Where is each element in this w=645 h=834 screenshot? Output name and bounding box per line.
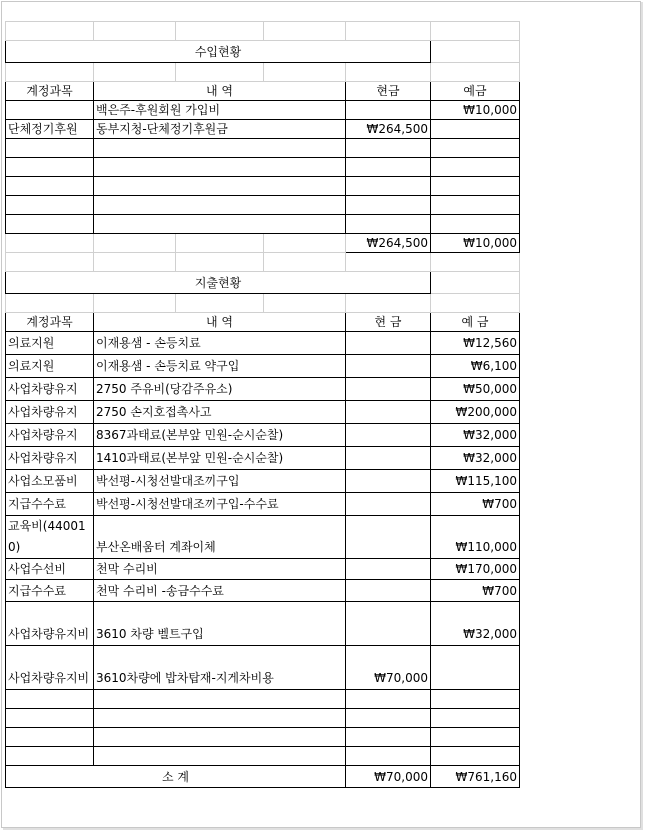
empty-cell	[346, 196, 431, 215]
empty-cell	[6, 728, 94, 747]
table-row	[6, 332, 520, 355]
empty-cell	[94, 139, 346, 158]
account-cell: 사업소모품비	[6, 470, 94, 493]
cash-cell	[346, 470, 431, 493]
spacer-row	[6, 63, 520, 82]
empty-cell	[6, 234, 94, 253]
empty-cell	[264, 294, 346, 313]
empty-cell	[431, 196, 520, 215]
deposit-cell: ₩10,000	[431, 101, 520, 120]
detail-cell: 1410과태료(본부앞 민원-순시순찰)	[94, 447, 346, 470]
empty-cell	[6, 747, 94, 766]
cash-cell	[346, 101, 431, 120]
table-row	[6, 101, 520, 120]
detail-cell: 이재용샘 - 손등치료	[94, 332, 346, 355]
empty-cell	[346, 294, 431, 313]
detail-cell: 2750 손지호접촉사고	[94, 401, 346, 424]
detail-cell: 박선평-시청선발대조끼구입	[94, 470, 346, 493]
empty-cell	[264, 22, 346, 41]
cash-cell: ₩70,000	[346, 646, 431, 690]
empty-cell	[6, 709, 94, 728]
empty-cell	[431, 690, 520, 709]
empty-cell	[94, 177, 346, 196]
table-row	[6, 447, 520, 470]
account-cell: 사업차량유지	[6, 447, 94, 470]
expense-title-row	[6, 272, 520, 294]
deposit-cell: ₩200,000	[431, 401, 520, 424]
empty-cell	[6, 690, 94, 709]
cash-cell	[346, 332, 431, 355]
expense-header-row	[6, 313, 520, 332]
blank-row	[6, 158, 520, 177]
ledger-table	[5, 21, 520, 788]
empty-cell	[94, 253, 176, 272]
blank-row	[6, 177, 520, 196]
table-row	[6, 493, 520, 516]
header-deposit: 예금	[431, 82, 520, 101]
detail-cell: 동부지청-단체정기후원금	[94, 120, 346, 139]
empty-cell	[431, 728, 520, 747]
empty-cell	[346, 215, 431, 234]
empty-cell	[431, 294, 520, 313]
detail-cell: 이재용샘 - 손등치료 약구입	[94, 355, 346, 378]
header-detail: 내 역	[94, 313, 346, 332]
empty-cell	[264, 253, 346, 272]
empty-cell	[431, 709, 520, 728]
empty-cell	[176, 294, 264, 313]
account-cell: 사업차량유지비	[6, 602, 94, 646]
expense-total-deposit: ₩761,160	[431, 766, 520, 788]
table-row	[6, 401, 520, 424]
empty-cell	[6, 158, 94, 177]
header-deposit: 예 금	[431, 313, 520, 332]
empty-cell	[431, 272, 520, 294]
empty-cell	[346, 747, 431, 766]
account-cell: 사업수선비	[6, 559, 94, 580]
blank-row	[6, 709, 520, 728]
account-cell: 교육비(440010)	[6, 516, 94, 559]
empty-cell	[94, 709, 346, 728]
blank-row	[6, 196, 520, 215]
account-cell	[6, 101, 94, 120]
frame-shadow	[641, 2, 643, 830]
deposit-cell: ₩170,000	[431, 559, 520, 580]
header-account: 계정과목	[6, 313, 94, 332]
deposit-cell: ₩115,100	[431, 470, 520, 493]
table-row	[6, 602, 520, 646]
empty-cell	[6, 253, 94, 272]
header-account: 계정과목	[6, 82, 94, 101]
empty-cell	[346, 158, 431, 177]
deposit-cell: ₩50,000	[431, 378, 520, 401]
empty-cell	[6, 196, 94, 215]
table-row	[6, 424, 520, 447]
ledger-sheet	[5, 21, 519, 788]
empty-cell	[6, 294, 94, 313]
header-cash: 현 금	[346, 313, 431, 332]
empty-cell	[346, 63, 431, 82]
empty-cell	[94, 690, 346, 709]
deposit-cell	[431, 646, 520, 690]
empty-cell	[94, 63, 176, 82]
detail-cell: 천막 수리비	[94, 559, 346, 580]
empty-cell	[6, 139, 94, 158]
subtotal-label: 소 계	[6, 766, 346, 788]
cash-cell	[346, 355, 431, 378]
empty-cell	[176, 22, 264, 41]
spacer-row	[6, 253, 520, 272]
blank-row	[6, 139, 520, 158]
empty-cell	[94, 158, 346, 177]
empty-cell	[6, 63, 94, 82]
account-cell: 단체정기후원	[6, 120, 94, 139]
empty-cell	[431, 158, 520, 177]
empty-cell	[176, 63, 264, 82]
account-cell: 사업차량유지	[6, 401, 94, 424]
empty-cell	[94, 234, 176, 253]
empty-cell	[6, 215, 94, 234]
spacer-row	[6, 22, 520, 41]
empty-cell	[176, 253, 264, 272]
table-row	[6, 120, 520, 139]
cash-cell	[346, 559, 431, 580]
spacer-row	[6, 294, 520, 313]
cash-cell	[346, 378, 431, 401]
account-cell: 사업차량유지비	[6, 646, 94, 690]
deposit-cell	[431, 120, 520, 139]
cash-cell	[346, 493, 431, 516]
empty-cell	[431, 139, 520, 158]
empty-cell	[6, 177, 94, 196]
cash-cell	[346, 580, 431, 602]
empty-cell	[346, 139, 431, 158]
expense-title: 지출현황	[6, 272, 431, 294]
deposit-cell: ₩700	[431, 493, 520, 516]
empty-cell	[94, 728, 346, 747]
deposit-cell: ₩6,100	[431, 355, 520, 378]
table-row	[6, 559, 520, 580]
cash-cell	[346, 516, 431, 559]
empty-cell	[346, 728, 431, 747]
deposit-cell: ₩12,560	[431, 332, 520, 355]
empty-cell	[431, 63, 520, 82]
cash-cell	[346, 447, 431, 470]
empty-cell	[431, 177, 520, 196]
empty-cell	[431, 215, 520, 234]
expense-total-cash: ₩70,000	[346, 766, 431, 788]
cash-cell	[346, 602, 431, 646]
header-cash: 현금	[346, 82, 431, 101]
empty-cell	[94, 22, 176, 41]
detail-cell: 3610 차량 벨트구입	[94, 602, 346, 646]
deposit-cell: ₩110,000	[431, 516, 520, 559]
detail-cell: 8367과태료(본부앞 민원-순시순찰)	[94, 424, 346, 447]
account-cell: 사업차량유지	[6, 378, 94, 401]
empty-cell	[6, 22, 94, 41]
header-detail: 내 역	[94, 82, 346, 101]
account-cell: 의료지원	[6, 332, 94, 355]
empty-cell	[94, 294, 176, 313]
account-cell: 지급수수료	[6, 580, 94, 602]
empty-cell	[431, 41, 520, 63]
blank-row	[6, 690, 520, 709]
frame-shadow	[3, 828, 643, 830]
cash-cell: ₩264,500	[346, 120, 431, 139]
income-title-row	[6, 41, 520, 63]
income-total-cash: ₩264,500	[346, 234, 431, 253]
empty-cell	[346, 690, 431, 709]
deposit-cell: ₩32,000	[431, 447, 520, 470]
account-cell: 사업차량유지	[6, 424, 94, 447]
detail-cell: 3610차량에 밥차탑재-지게차비용	[94, 646, 346, 690]
cash-cell	[346, 401, 431, 424]
expense-total-row	[6, 766, 520, 788]
blank-row	[6, 215, 520, 234]
empty-cell	[94, 747, 346, 766]
table-row	[6, 516, 520, 559]
account-cell: 의료지원	[6, 355, 94, 378]
deposit-cell: ₩32,000	[431, 424, 520, 447]
detail-cell: 부산온배움터 계좌이체	[94, 516, 346, 559]
detail-cell: 백은주-후원회원 가입비	[94, 101, 346, 120]
empty-cell	[264, 63, 346, 82]
empty-cell	[431, 22, 520, 41]
table-row	[6, 378, 520, 401]
blank-row	[6, 747, 520, 766]
empty-cell	[264, 234, 346, 253]
empty-cell	[346, 22, 431, 41]
empty-cell	[346, 709, 431, 728]
table-row	[6, 470, 520, 493]
cash-cell	[346, 424, 431, 447]
empty-cell	[346, 177, 431, 196]
table-row	[6, 646, 520, 690]
detail-cell: 천막 수리비 -송금수수료	[94, 580, 346, 602]
empty-cell	[176, 234, 264, 253]
detail-cell: 2750 주유비(당감주유소)	[94, 378, 346, 401]
blank-row	[6, 728, 520, 747]
income-title: 수입현황	[6, 41, 431, 63]
detail-cell: 박선평-시청선발대조끼구입-수수료	[94, 493, 346, 516]
deposit-cell: ₩700	[431, 580, 520, 602]
deposit-cell: ₩32,000	[431, 602, 520, 646]
account-cell: 지급수수료	[6, 493, 94, 516]
income-total-row	[6, 234, 520, 253]
income-total-deposit: ₩10,000	[431, 234, 520, 253]
empty-cell	[431, 253, 520, 272]
empty-cell	[94, 196, 346, 215]
empty-cell	[94, 215, 346, 234]
table-row	[6, 355, 520, 378]
empty-cell	[431, 747, 520, 766]
income-header-row	[6, 82, 520, 101]
table-row	[6, 580, 520, 602]
empty-cell	[346, 253, 431, 272]
